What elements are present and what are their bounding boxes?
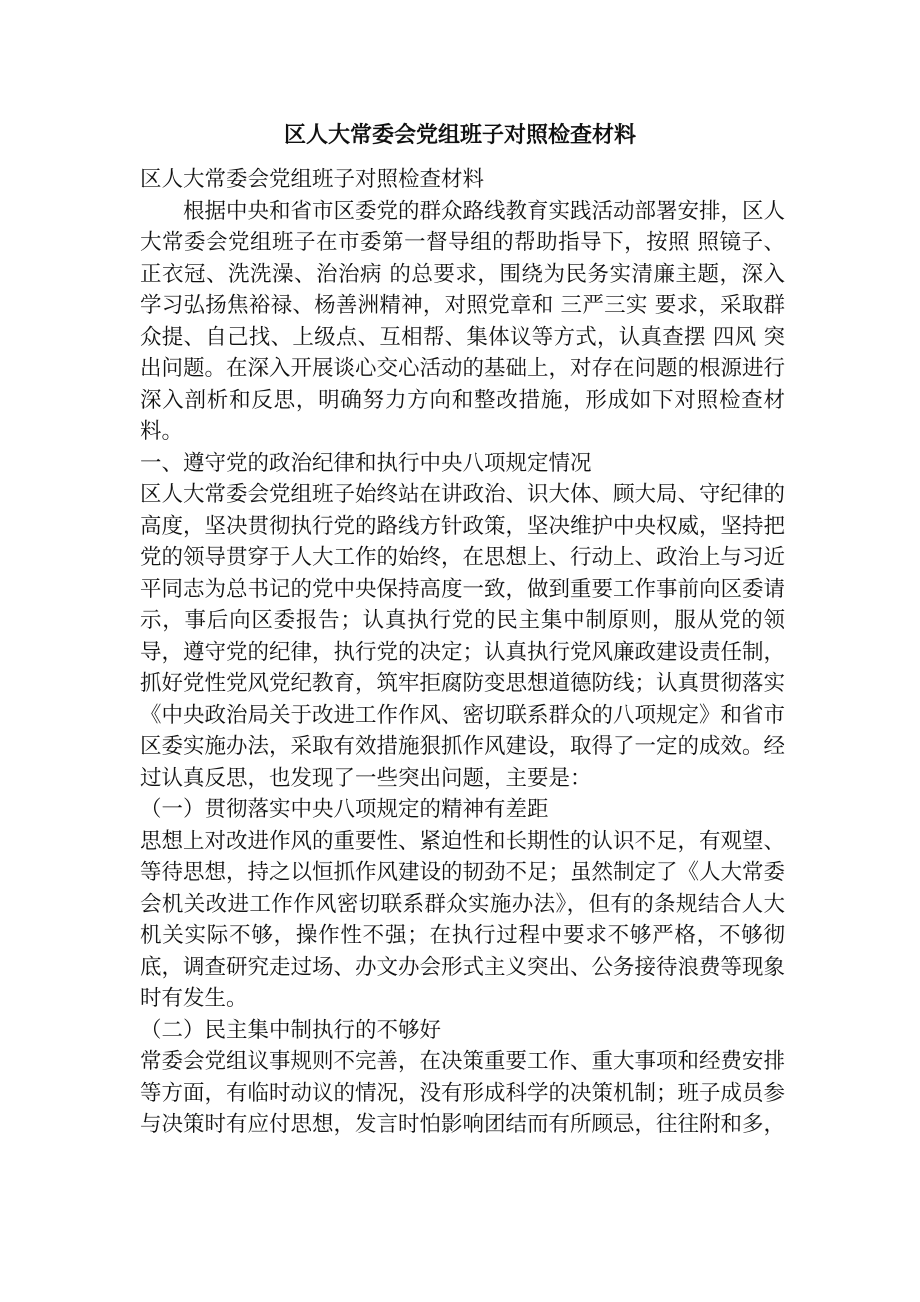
section-heading-1: 一、遵守党的政治纪律和执行中央八项规定情况	[140, 450, 592, 476]
intro-paragraph: 根据中央和省市区委党的群众路线教育实践活动部署安排，区人大常委会党组班子在市委第一督导组的帮助指导下，按照 照镜子、正衣冠、洗洗澡、治治病 的总要求，围绕为民务实清廉主题，深入学习弘扬焦裕禄、杨善洲精神，对照党章和 三严三实 要求，采取群众提、自己找、上级点、互相帮、集体议等方式，认真查摆 四风 突出问题。在深入开展谈心交心活动的基础上，对存在问题的根源进行深入剖析和反思，明确努力方向和整改措施，形成如下对照检查材料。	[140, 198, 786, 444]
body-paragraph-3: 常委会党组议事规则不完善，在决策重要工作、重大事项和经费安排等方面，有临时动议的情况，没有形成科学的决策机制；班子成员参与决策时有应付思想，发言时怕影响团结而有所顾忌，往往附和多，	[140, 1049, 786, 1137]
document-title: 区人大常委会党组班子对照检查材料	[283, 122, 636, 148]
body-paragraph-1: 区人大常委会党组班子始终站在讲政治、识大体、顾大局、守纪律的高度，坚决贯彻执行党的路线方针政策，坚决维护中央权威，坚持把党的领导贯穿于人大工作的始终，在思想上、行动上、政治上与习近平同志为总书记的党中央保持高度一致，做到重要工作事前向区委请示，事后向区委报告；认真执行党的民主集中制原则，服从党的领导，遵守党的纪律，执行党的决定；认真执行党风廉政建设责任制，抓好党性党风党纪教育，筑牢拒腐防变思想道德防线；认真贯彻落实《中央政治局关于改进工作作风、密切联系群众的八项规定》和省市区委实施办法，采取有效措施狠抓作风建设，取得了一定的成效。经过认真反思，也发现了一些突出问题，主要是：	[140, 482, 786, 791]
subsection-heading-1: （一）贯彻落实中央八项规定的精神有差距	[140, 797, 549, 822]
subsection-heading-2: （二）民主集中制执行的不够好	[140, 1017, 442, 1043]
document-subtitle: 区人大常委会党组班子对照检查材料	[140, 167, 485, 192]
body-paragraph-2: 思想上对改进作风的重要性、紧迫性和长期性的认识不足，有观望、等待思想，持之以恒抓作风建设的韧劲不足；虽然制定了《人大常委会机关改进工作作风密切联系群众实施办法》，但有的条规结合人大机关实际不够，操作性不强；在执行过程中要求不够严格，不够彻底，调查研究走过场、办文办会形式主义突出、公务接待浪费等现象时有发生。	[140, 828, 786, 1011]
document-body	[140, 164, 785, 1141]
